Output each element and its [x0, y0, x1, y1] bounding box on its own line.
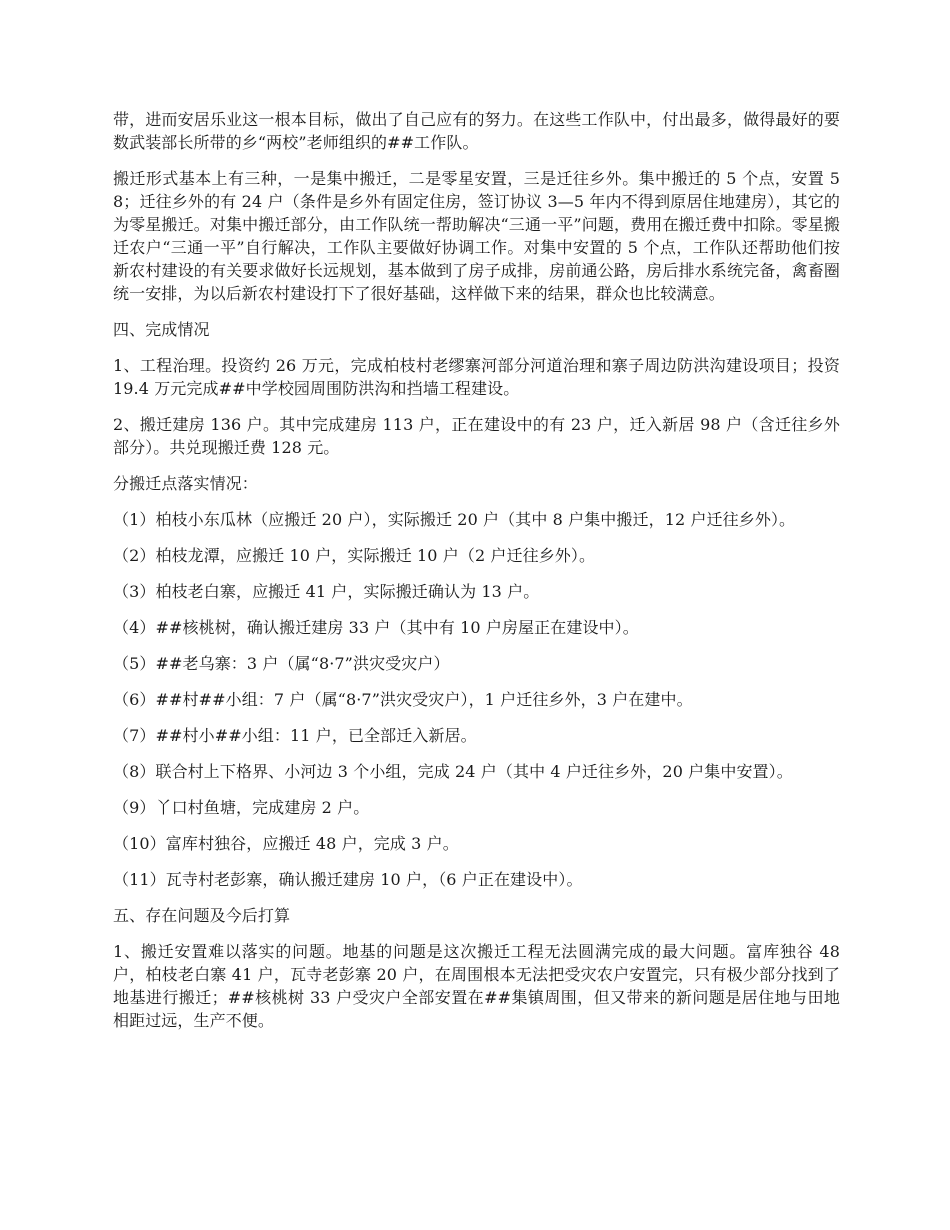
paragraph-sites-intro: 分搬迁点落实情况： — [113, 474, 258, 493]
paragraph-relocation-housing: 2、搬迁建房 136 户。其中完成建房 113 户，正在建设中的有 23 户，迁入新居 98 户（含迁往乡外部分）。共兑现搬迁费 128 元。 — [113, 415, 840, 457]
list-item-site-4: （4）##核桃树，确认搬迁建房 33 户（其中有 10 户房屋正在建设中）。 — [113, 618, 639, 637]
list-item-site-11: （11）瓦寺村老彭寨，确认搬迁建房 10 户，（6 户正在建设中）。 — [113, 870, 583, 889]
list-item-site-7: （7）##村小##小组：11 户，已全部迁入新居。 — [113, 726, 477, 745]
list-item-site-2: （2）柏枝龙潭，应搬迁 10 户，实际搬迁 10 户（2 户迁往乡外）。 — [113, 546, 596, 565]
paragraph-problem-1: 1、搬迁安置难以落实的问题。地基的问题是这次搬迁工程无法圆满完成的最大问题。富库独谷 48 户，柏枝老白寨 41 户，瓦寺老彭寨 20 户，在周围根本无法把受灾农户安置完，只有极少部分找到了地基进行搬迁；##核桃树 33 户受灾户全部安置在##集镇周围，但又带来的新问题是居住地与田地相距过远，生产不便。 — [113, 942, 840, 1030]
paragraph-relocation-forms: 搬迁形式基本上有三种，一是集中搬迁，二是零星安置，三是迁往乡外。集中搬迁的 5 个点，安置 58；迁往乡外的有 24 户（条件是乡外有固定住房，签订协议 3—5 年内不得到原居住地建房），其它的为零星搬迁。对集中搬迁部分，由工作队统一帮助解决“三通一平”问题，费用在搬迁费中扣除。零星搬迁农户“三通一平”自行解决，工作队主要做好协调工作。对集中安置的 5 个点，工作队还帮助他们按新农村建设的有关要求做好长远规划，基本做到了房子成排，房前通公路，房后排水系统完备，禽畜圈统一安排，为以后新农村建设打下了很好基础，这样做下来的结果，群众也比较满意。 — [113, 169, 840, 303]
list-item-site-5: （5）##老乌寨：3 户（属“8·7”洪灾受灾户） — [113, 654, 450, 673]
list-item-site-6: （6）##村##小组：7 户（属“8·7”洪灾受灾户），1 户迁往乡外，3 户在建中。 — [113, 690, 693, 709]
list-item-site-9: （9）丫口村鱼塘，完成建房 2 户。 — [113, 798, 370, 817]
document-page — [113, 108, 840, 1045]
paragraph-intro-continuation: 带，进而安居乐业这一根本目标，做出了自己应有的努力。在这些工作队中，付出最多，做得最好的要数武装部长所带的乡“两校”老师组织的##工作队。 — [113, 110, 840, 152]
section-heading-problems: 五、存在问题及今后打算 — [113, 906, 291, 925]
section-heading-completion: 四、完成情况 — [113, 320, 210, 339]
paragraph-engineering: 1、工程治理。投资约 26 万元，完成柏枝村老缪寨河部分河道治理和寨子周边防洪沟建设项目；投资 19.4 万元完成##中学校园周围防洪沟和挡墙工程建设。 — [113, 356, 840, 398]
list-item-site-3: （3）柏枝老白寨，应搬迁 41 户，实际搬迁确认为 13 户。 — [113, 582, 540, 601]
list-item-site-1: （1）柏枝小东瓜林（应搬迁 20 户），实际搬迁 20 户（其中 8 户集中搬迁，12 户迁往乡外）。 — [113, 510, 796, 529]
list-item-site-8: （8）联合村上下格界、小河边 3 个小组，完成 24 户（其中 4 户迁往乡外，20 户集中安置）。 — [113, 762, 793, 781]
list-item-site-10: （10）富库村独谷，应搬迁 48 户，完成 3 户。 — [113, 834, 459, 853]
